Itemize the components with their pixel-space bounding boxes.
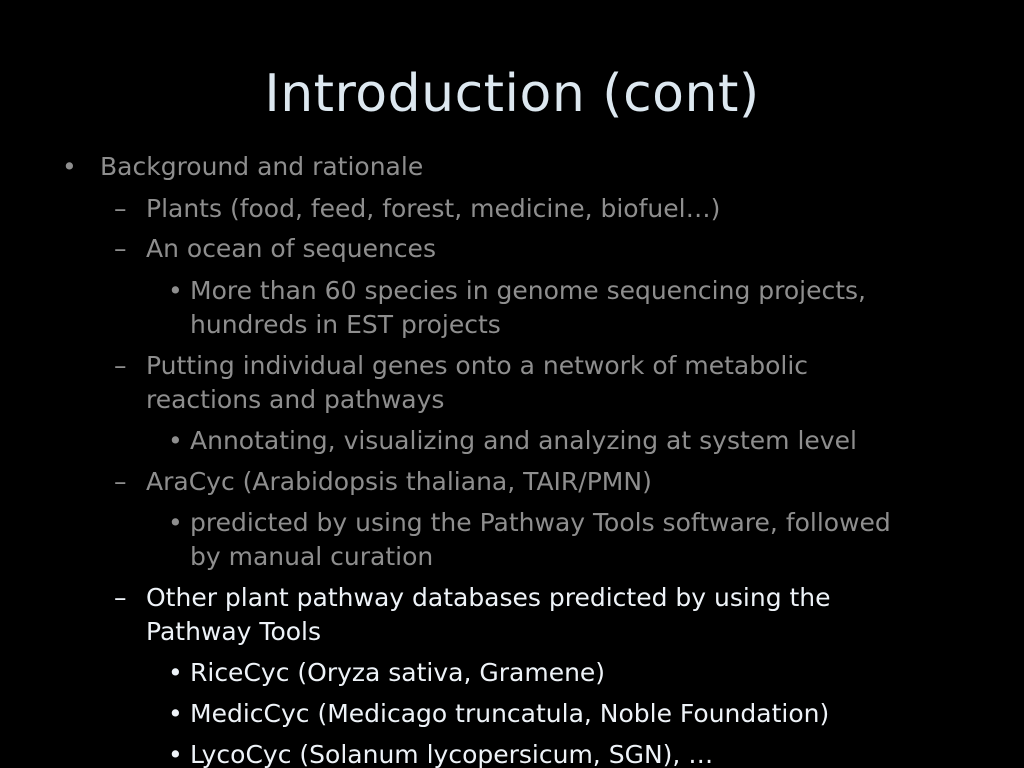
bullet-marker: • [168,508,183,537]
bullet-marker: • [62,152,77,181]
sub-sub-item-text: MedicCyc (Medicago truncatula, Noble Foundation) [190,699,830,728]
sub-item-text: Other plant pathway databases predicted by using the [146,583,831,612]
sub-item-text: reactions and pathways [146,385,445,414]
sub-sub-item-text: More than 60 species in genome sequencing projects, [190,276,867,305]
sub-item-text: Putting individual genes onto a network of metabolic [146,351,809,380]
sub-sub-item-text: by manual curation [190,542,434,571]
sub-sub-item-text: predicted by using the Pathway Tools software, followed [190,508,891,537]
slide-title: Introduction (cont) [264,64,760,124]
dash-marker: – [114,194,127,223]
sub-sub-item-text: hundreds in EST projects [190,310,501,339]
dash-marker: – [114,351,127,380]
sub-item-text: Plants (food, feed, forest, medicine, biofuel…) [146,194,721,223]
dash-marker: – [114,583,127,612]
bullet-marker: • [168,699,183,728]
sub-sub-item-text: Annotating, visualizing and analyzing at system level [190,426,857,455]
bullet-marker: • [168,276,183,305]
bullet-marker: • [168,426,183,455]
sub-sub-item-text: RiceCyc (Oryza sativa, Gramene) [190,658,606,687]
sub-item-text: AraCyc (Arabidopsis thaliana, TAIR/PMN) [146,467,652,496]
sub-item-text: Pathway Tools [146,617,322,646]
bullet-marker: • [168,658,183,687]
dash-marker: – [114,234,127,263]
sub-sub-item-text: LycoCyc (Solanum lycopersicum, SGN), … [190,740,714,768]
bullet-marker: • [168,740,183,768]
sub-item-text: An ocean of sequences [146,234,436,263]
dash-marker: – [114,467,127,496]
bullet-text: Background and rationale [100,152,424,181]
